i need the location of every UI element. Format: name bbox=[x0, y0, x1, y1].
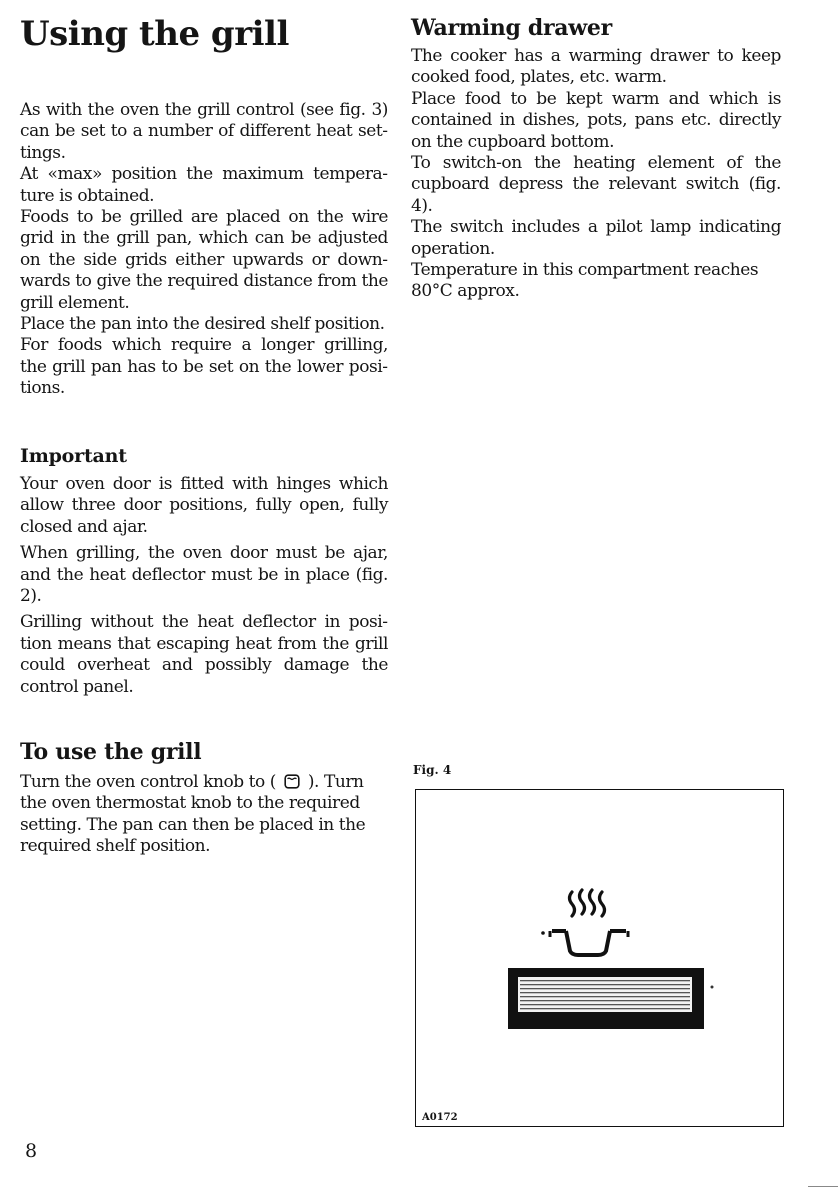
paragraph: When grilling, the oven door must be ajar, and the heat deflector must be in place (fig. 2). bbox=[20, 543, 388, 607]
page-number: 8 bbox=[25, 1140, 38, 1162]
paragraph bbox=[20, 772, 388, 858]
paragraph: Place the pan into the desired shelf position. bbox=[20, 314, 385, 335]
page-edge-mark bbox=[808, 1186, 838, 1187]
paragraph: To switch-on the heating element of the cupboard depress the relevant switch (fig. 4). bbox=[411, 153, 781, 216]
grill-section bbox=[20, 100, 388, 400]
figure-code: A0172 bbox=[422, 1112, 458, 1123]
paragraph: Your oven door is fitted with hinges which allow three door positions, fully open, fully closed and ajar. bbox=[20, 474, 388, 537]
paragraph: Temperature in this compartment reaches 80°C approx. bbox=[411, 260, 759, 302]
paragraph: The cooker has a warming drawer to keep cooked food, plates, etc. warm. bbox=[411, 46, 781, 88]
use-grill-heading: To use the grill bbox=[20, 739, 202, 765]
text-after-symbol: ). Turn the oven thermostat knob to the required setting. The pan can then be placed in the required shelf position. bbox=[20, 772, 366, 857]
paragraph: Place food to be kept warm and which is contained in dishes, pots, pans etc. directly on the cupboard bottom. bbox=[411, 88, 781, 152]
warming-drawer-section bbox=[411, 14, 781, 303]
important-heading: Important bbox=[20, 445, 127, 467]
figure-frame bbox=[415, 789, 784, 1127]
warming-drawer-switch-icon bbox=[416, 790, 782, 1090]
paragraph: Foods to be grilled are placed on the wire grid in the grill pan, which can be adjusted on the side grids either upwards or downwards to give the required distance from the grill element. bbox=[20, 207, 388, 313]
important-section bbox=[20, 444, 388, 703]
text-before-symbol: Turn the oven control knob to ( bbox=[20, 772, 276, 792]
figure-label: Fig. 4 bbox=[413, 763, 452, 777]
use-grill-section bbox=[20, 738, 388, 858]
paragraph: For foods which require a longer grilling, the grill pan has to be set on the lower positions. bbox=[20, 335, 388, 399]
paragraph: Grilling without the heat deflector in position means that escaping heat from the grill could overheat and possibly damage the control panel. bbox=[20, 612, 388, 697]
grill-symbol-icon bbox=[284, 774, 300, 789]
paragraph: As with the oven the grill control (see fig. 3) can be set to a number of different heat settings. bbox=[20, 100, 388, 163]
paragraph: The switch includes a pilot lamp indicating operation. bbox=[411, 217, 781, 259]
warming-drawer-heading: Warming drawer bbox=[411, 15, 612, 41]
paragraph: At «max» position the maximum temperature is obtained. bbox=[20, 164, 388, 206]
page-title: Using the grill bbox=[20, 14, 289, 54]
